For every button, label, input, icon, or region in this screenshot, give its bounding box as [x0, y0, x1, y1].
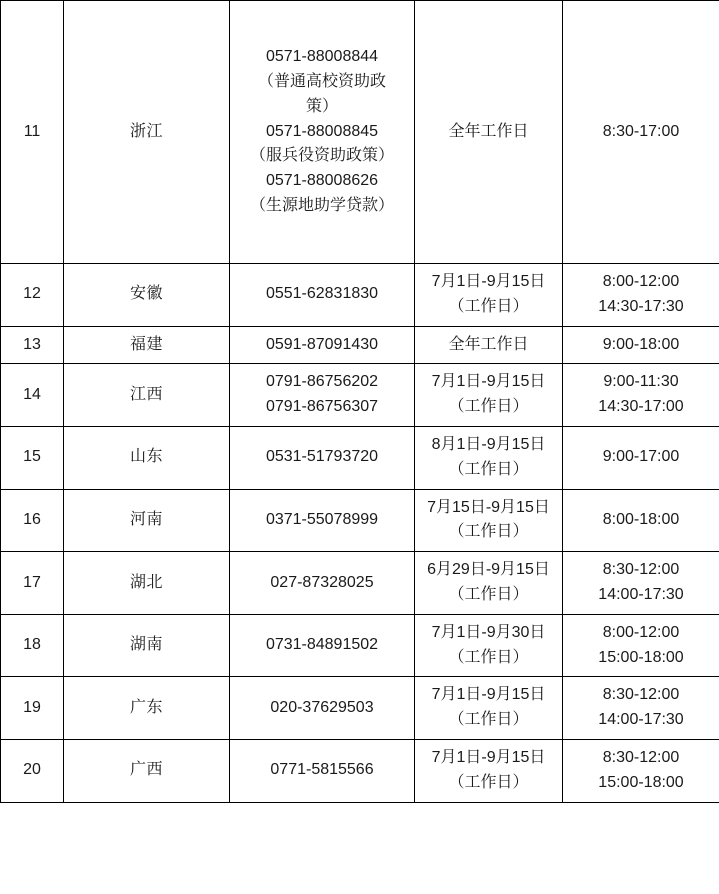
- table-body: [1, 1, 719, 803]
- row-phone: 0771-5815566: [230, 739, 415, 802]
- row-region: [64, 1, 230, 264]
- row-region: 江西: [64, 364, 230, 427]
- row-index-text: 11: [23, 122, 41, 140]
- row-phone: 0591-87091430: [230, 326, 415, 364]
- row-phone: 0531-51793720: [230, 426, 415, 489]
- row-index: 16: [1, 489, 64, 552]
- row-region: 福建: [64, 326, 230, 364]
- row-index: [1, 1, 64, 264]
- row-phone: 0791-86756202 0791-86756307: [230, 364, 415, 427]
- row-index: 18: [1, 614, 64, 677]
- row-period: 7月1日-9月15日 （工作日）: [415, 264, 563, 327]
- row-hours: 8:30-12:00 14:00-17:30: [563, 677, 719, 740]
- row-hours: 8:30-12:00 15:00-18:00: [563, 739, 719, 802]
- row-region: 湖南: [64, 614, 230, 677]
- table-row: [1, 552, 719, 615]
- row-hours: 8:30-12:00 14:00-17:30: [563, 552, 719, 615]
- row-index: 20: [1, 739, 64, 802]
- row-period: 6月29日-9月15日 （工作日）: [415, 552, 563, 615]
- row-period: 8月1日-9月15日 （工作日）: [415, 426, 563, 489]
- row-index: 14: [1, 364, 64, 427]
- row-index: 19: [1, 677, 64, 740]
- row-period: 7月1日-9月15日 （工作日）: [415, 364, 563, 427]
- row-region: 广东: [64, 677, 230, 740]
- table-row: [1, 264, 719, 327]
- table-row: [1, 326, 719, 364]
- row-region-text: 浙江: [129, 122, 163, 140]
- row-hours: 8:30-17:00: [563, 1, 719, 264]
- row-phone: 0731-84891502: [230, 614, 415, 677]
- row-period: 7月1日-9月15日 （工作日）: [415, 739, 563, 802]
- table-row: [1, 614, 719, 677]
- row-phone: 0551-62831830: [230, 264, 415, 327]
- row-region: 安徽: [64, 264, 230, 327]
- row-hours: 9:00-11:30 14:30-17:00: [563, 364, 719, 427]
- row-region: 山东: [64, 426, 230, 489]
- row-region: 河南: [64, 489, 230, 552]
- row-index: 12: [1, 264, 64, 327]
- row-index: 15: [1, 426, 64, 489]
- row-period: 7月15日-9月15日 （工作日）: [415, 489, 563, 552]
- table-row: [1, 489, 719, 552]
- row-hours: 8:00-18:00: [563, 489, 719, 552]
- table-row: [1, 677, 719, 740]
- row-hours: 8:00-12:00 14:30-17:30: [563, 264, 719, 327]
- row-hours: 9:00-17:00: [563, 426, 719, 489]
- row-index: 13: [1, 326, 64, 364]
- row-index: 17: [1, 552, 64, 615]
- row-region: 广西: [64, 739, 230, 802]
- row-period: 全年工作日: [415, 1, 563, 264]
- row-phone: 0371-55078999: [230, 489, 415, 552]
- table-row: [1, 739, 719, 802]
- row-hours: 9:00-18:00: [563, 326, 719, 364]
- row-period: 7月1日-9月30日 （工作日）: [415, 614, 563, 677]
- table-row: [1, 1, 719, 264]
- row-region: 湖北: [64, 552, 230, 615]
- row-period: 全年工作日: [415, 326, 563, 364]
- row-hours: 8:00-12:00 15:00-18:00: [563, 614, 719, 677]
- table-row: [1, 364, 719, 427]
- row-phone: 0571-88008844 （普通高校资助政 策） 0571-88008845 （服兵役资助政策） 0571-88008626 （生源地助学贷款）: [230, 1, 415, 264]
- row-period: 7月1日-9月15日 （工作日）: [415, 677, 563, 740]
- row-phone: 027-87328025: [230, 552, 415, 615]
- table-row: [1, 426, 719, 489]
- row-phone: 020-37629503: [230, 677, 415, 740]
